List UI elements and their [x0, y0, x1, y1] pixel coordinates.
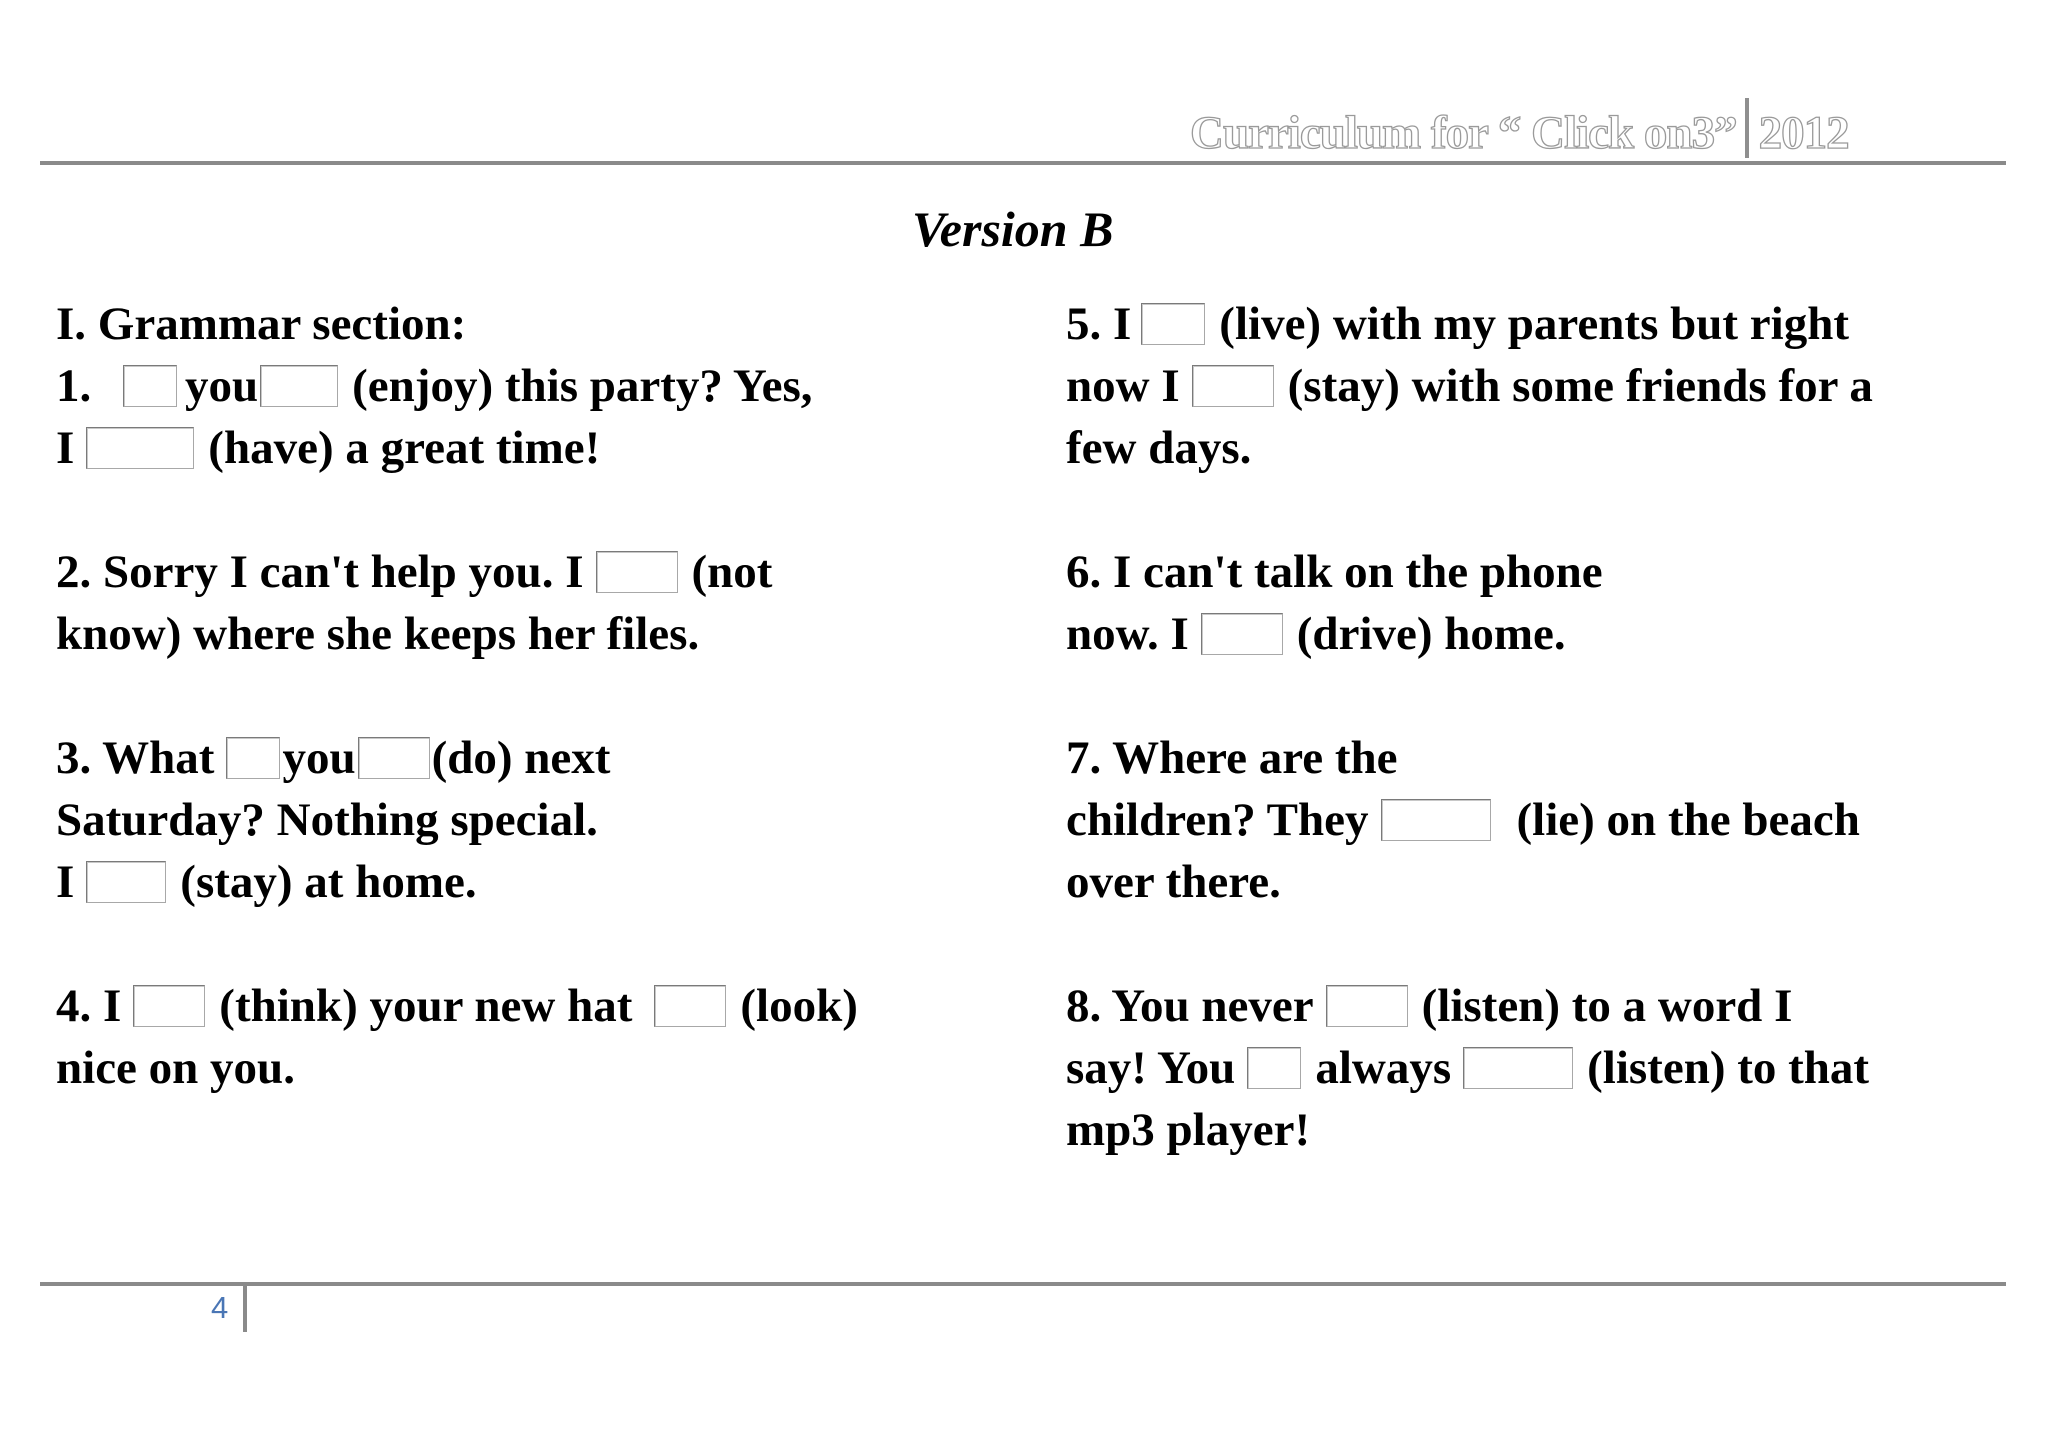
question-6-line-1: 6. I can't talk on the phone: [1066, 546, 1603, 598]
question-7-line-3: over there.: [1066, 856, 1281, 908]
answer-box-q3-verb[interactable]: [358, 737, 430, 779]
page-header: [1190, 98, 1849, 160]
question-3-line-3: I (stay) at home.: [56, 856, 477, 908]
question-7-line-2: children? They (lie) on the beach: [1066, 794, 1860, 846]
answer-box-q7-lie[interactable]: [1381, 799, 1491, 841]
question-3-line-1: 3. What you (do) next: [56, 732, 611, 784]
answer-box-q8-aux[interactable]: [1247, 1047, 1301, 1089]
version-title: Version B: [912, 201, 1114, 257]
page-number: 4: [211, 1290, 229, 1325]
question-8-line-3: mp3 player!: [1066, 1104, 1311, 1156]
right-column: [1066, 293, 2026, 1161]
question-7-line-1: 7. Where are the: [1066, 732, 1398, 784]
header-rule: [40, 161, 2006, 165]
answer-box-q4-think[interactable]: [133, 985, 205, 1027]
page-number-separator: [243, 1286, 247, 1332]
answer-box-q8-listen-1[interactable]: [1326, 985, 1408, 1027]
answer-box-q3-aux[interactable]: [226, 737, 280, 779]
question-6-line-2: now. I (drive) home.: [1066, 608, 1566, 660]
answer-box-q3-stay[interactable]: [86, 861, 166, 903]
answer-box-q8-listen-2[interactable]: [1463, 1047, 1573, 1089]
footer-rule: [40, 1282, 2006, 1286]
question-4-line-1: 4. I (think) your new hat (look): [56, 980, 858, 1032]
question-5-line-1: 5. I (live) with my parents but right: [1066, 298, 1850, 350]
answer-box-q1-aux[interactable]: [123, 365, 177, 407]
header-year: 2012: [1758, 107, 1849, 159]
answer-box-q5-live[interactable]: [1141, 303, 1205, 345]
question-2-line-2: know) where she keeps her files.: [56, 608, 700, 660]
header-separator: [1745, 98, 1749, 158]
question-5-line-3: few days.: [1066, 422, 1252, 474]
question-2-line-1: 2. Sorry I can't help you. I (not: [56, 546, 773, 598]
left-column: [56, 293, 996, 1099]
header-title: Curriculum for “ Click on3”: [1190, 107, 1737, 159]
section-title: I. Grammar section:: [56, 298, 467, 350]
answer-box-q2[interactable]: [596, 551, 678, 593]
question-1-line-2: I (have) a great time!: [56, 422, 601, 474]
answer-box-q4-look[interactable]: [654, 985, 726, 1027]
answer-box-q1-have[interactable]: [86, 427, 194, 469]
question-8-line-1: 8. You never (listen) to a word I: [1066, 980, 1793, 1032]
question-1-line-1: 1. you (enjoy) this party? Yes,: [56, 360, 813, 412]
question-3-line-2: Saturday? Nothing special.: [56, 794, 598, 846]
answer-box-q1-verb[interactable]: [260, 365, 338, 407]
answer-box-q5-stay[interactable]: [1192, 365, 1274, 407]
question-4-line-2: nice on you.: [56, 1042, 295, 1094]
question-5-line-2: now I (stay) with some friends for a: [1066, 360, 1873, 412]
question-8-line-2: say! You always (listen) to that: [1066, 1042, 1870, 1094]
answer-box-q6-drive[interactable]: [1201, 613, 1283, 655]
